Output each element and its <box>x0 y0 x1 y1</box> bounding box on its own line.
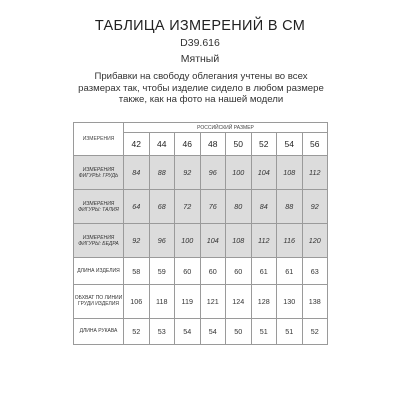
table-cell: 52 <box>124 318 150 344</box>
table-cell: 92 <box>302 190 328 224</box>
table-cell: 119 <box>175 284 201 318</box>
table-cell: 61 <box>277 258 303 284</box>
table-cell: 51 <box>251 318 277 344</box>
table-cell: 68 <box>149 190 175 224</box>
table-cell: 104 <box>251 156 277 190</box>
table-cell: 124 <box>226 284 252 318</box>
table-cell: 96 <box>200 156 226 190</box>
fit-note: Прибавки на свободу облегания учтены во всех размерах так, чтобы изделие сидело в любом размере также, как на фото на нашей модели <box>78 71 324 106</box>
row-label: ОБХВАТ ПО ЛИНИИ ГРУДИ ИЗДЕЛИЯ <box>74 284 124 318</box>
table-cell: 64 <box>124 190 150 224</box>
row-label: ДЛИНА РУКАВА <box>74 318 124 344</box>
table-cell: 106 <box>124 284 150 318</box>
table-cell: 54 <box>200 318 226 344</box>
table-cell: 51 <box>277 318 303 344</box>
ru-size-header: РОССИЙСКИЙ РАЗМЕР <box>124 123 328 133</box>
table-cell: 53 <box>149 318 175 344</box>
table-cell: 60 <box>200 258 226 284</box>
row-label: ИЗМЕРЕНИЯ ФИГУРЫ: ГРУДЬ <box>74 156 124 190</box>
table-cell: 63 <box>302 258 328 284</box>
measurement-row <box>74 156 328 190</box>
table-cell: 121 <box>200 284 226 318</box>
size-table <box>73 122 328 345</box>
table-cell: 96 <box>149 224 175 258</box>
table-cell: 60 <box>226 258 252 284</box>
measurement-row <box>74 258 328 284</box>
table-cell: 84 <box>124 156 150 190</box>
table-cell: 108 <box>226 224 252 258</box>
table-cell: 138 <box>302 284 328 318</box>
table-cell: 100 <box>175 224 201 258</box>
table-cell: 128 <box>251 284 277 318</box>
table-cell: 52 <box>302 318 328 344</box>
measurement-row <box>74 318 328 344</box>
table-cell: 58 <box>124 258 150 284</box>
size-header-cell: 56 <box>302 133 328 156</box>
size-table-body <box>74 156 328 345</box>
table-cell: 116 <box>277 224 303 258</box>
table-cell: 54 <box>175 318 201 344</box>
table-cell: 130 <box>277 284 303 318</box>
table-cell: 118 <box>149 284 175 318</box>
table-cell: 112 <box>302 156 328 190</box>
row-label: ИЗМЕРЕНИЯ ФИГУРЫ: ТАЛИЯ <box>74 190 124 224</box>
color-name: Мятный <box>180 53 220 65</box>
table-cell: 60 <box>175 258 201 284</box>
table-cell: 76 <box>200 190 226 224</box>
size-header-row-ru <box>74 123 328 133</box>
page-title: ТАБЛИЦА ИЗМЕРЕНИЙ В СМ <box>94 18 306 34</box>
table-cell: 104 <box>200 224 226 258</box>
table-cell: 92 <box>124 224 150 258</box>
table-cell: 120 <box>302 224 328 258</box>
size-header-cell: 50 <box>226 133 252 156</box>
size-header-cell: 54 <box>277 133 303 156</box>
table-cell: 112 <box>251 224 277 258</box>
table-cell: 92 <box>175 156 201 190</box>
size-header-cell: 46 <box>175 133 201 156</box>
measurement-row <box>74 190 328 224</box>
measure-header: ИЗМЕРЕНИЯ <box>74 123 124 156</box>
table-cell: 59 <box>149 258 175 284</box>
table-cell: 50 <box>226 318 252 344</box>
table-cell: 100 <box>226 156 252 190</box>
table-cell: 88 <box>277 190 303 224</box>
measurement-row <box>74 284 328 318</box>
table-cell: 84 <box>251 190 277 224</box>
size-header-cell: 44 <box>149 133 175 156</box>
size-header-cell: 42 <box>124 133 150 156</box>
size-header-cell: 48 <box>200 133 226 156</box>
article-code: D39.616 <box>180 37 220 49</box>
table-cell: 80 <box>226 190 252 224</box>
size-header-cell: 52 <box>251 133 277 156</box>
table-cell: 108 <box>277 156 303 190</box>
table-cell: 88 <box>149 156 175 190</box>
table-cell: 72 <box>175 190 201 224</box>
row-label: ДЛИНА ИЗДЕЛИЯ <box>74 258 124 284</box>
measurement-row <box>74 224 328 258</box>
table-cell: 61 <box>251 258 277 284</box>
row-label: ИЗМЕРЕНИЯ ФИГУРЫ: БЕДРА <box>74 224 124 258</box>
